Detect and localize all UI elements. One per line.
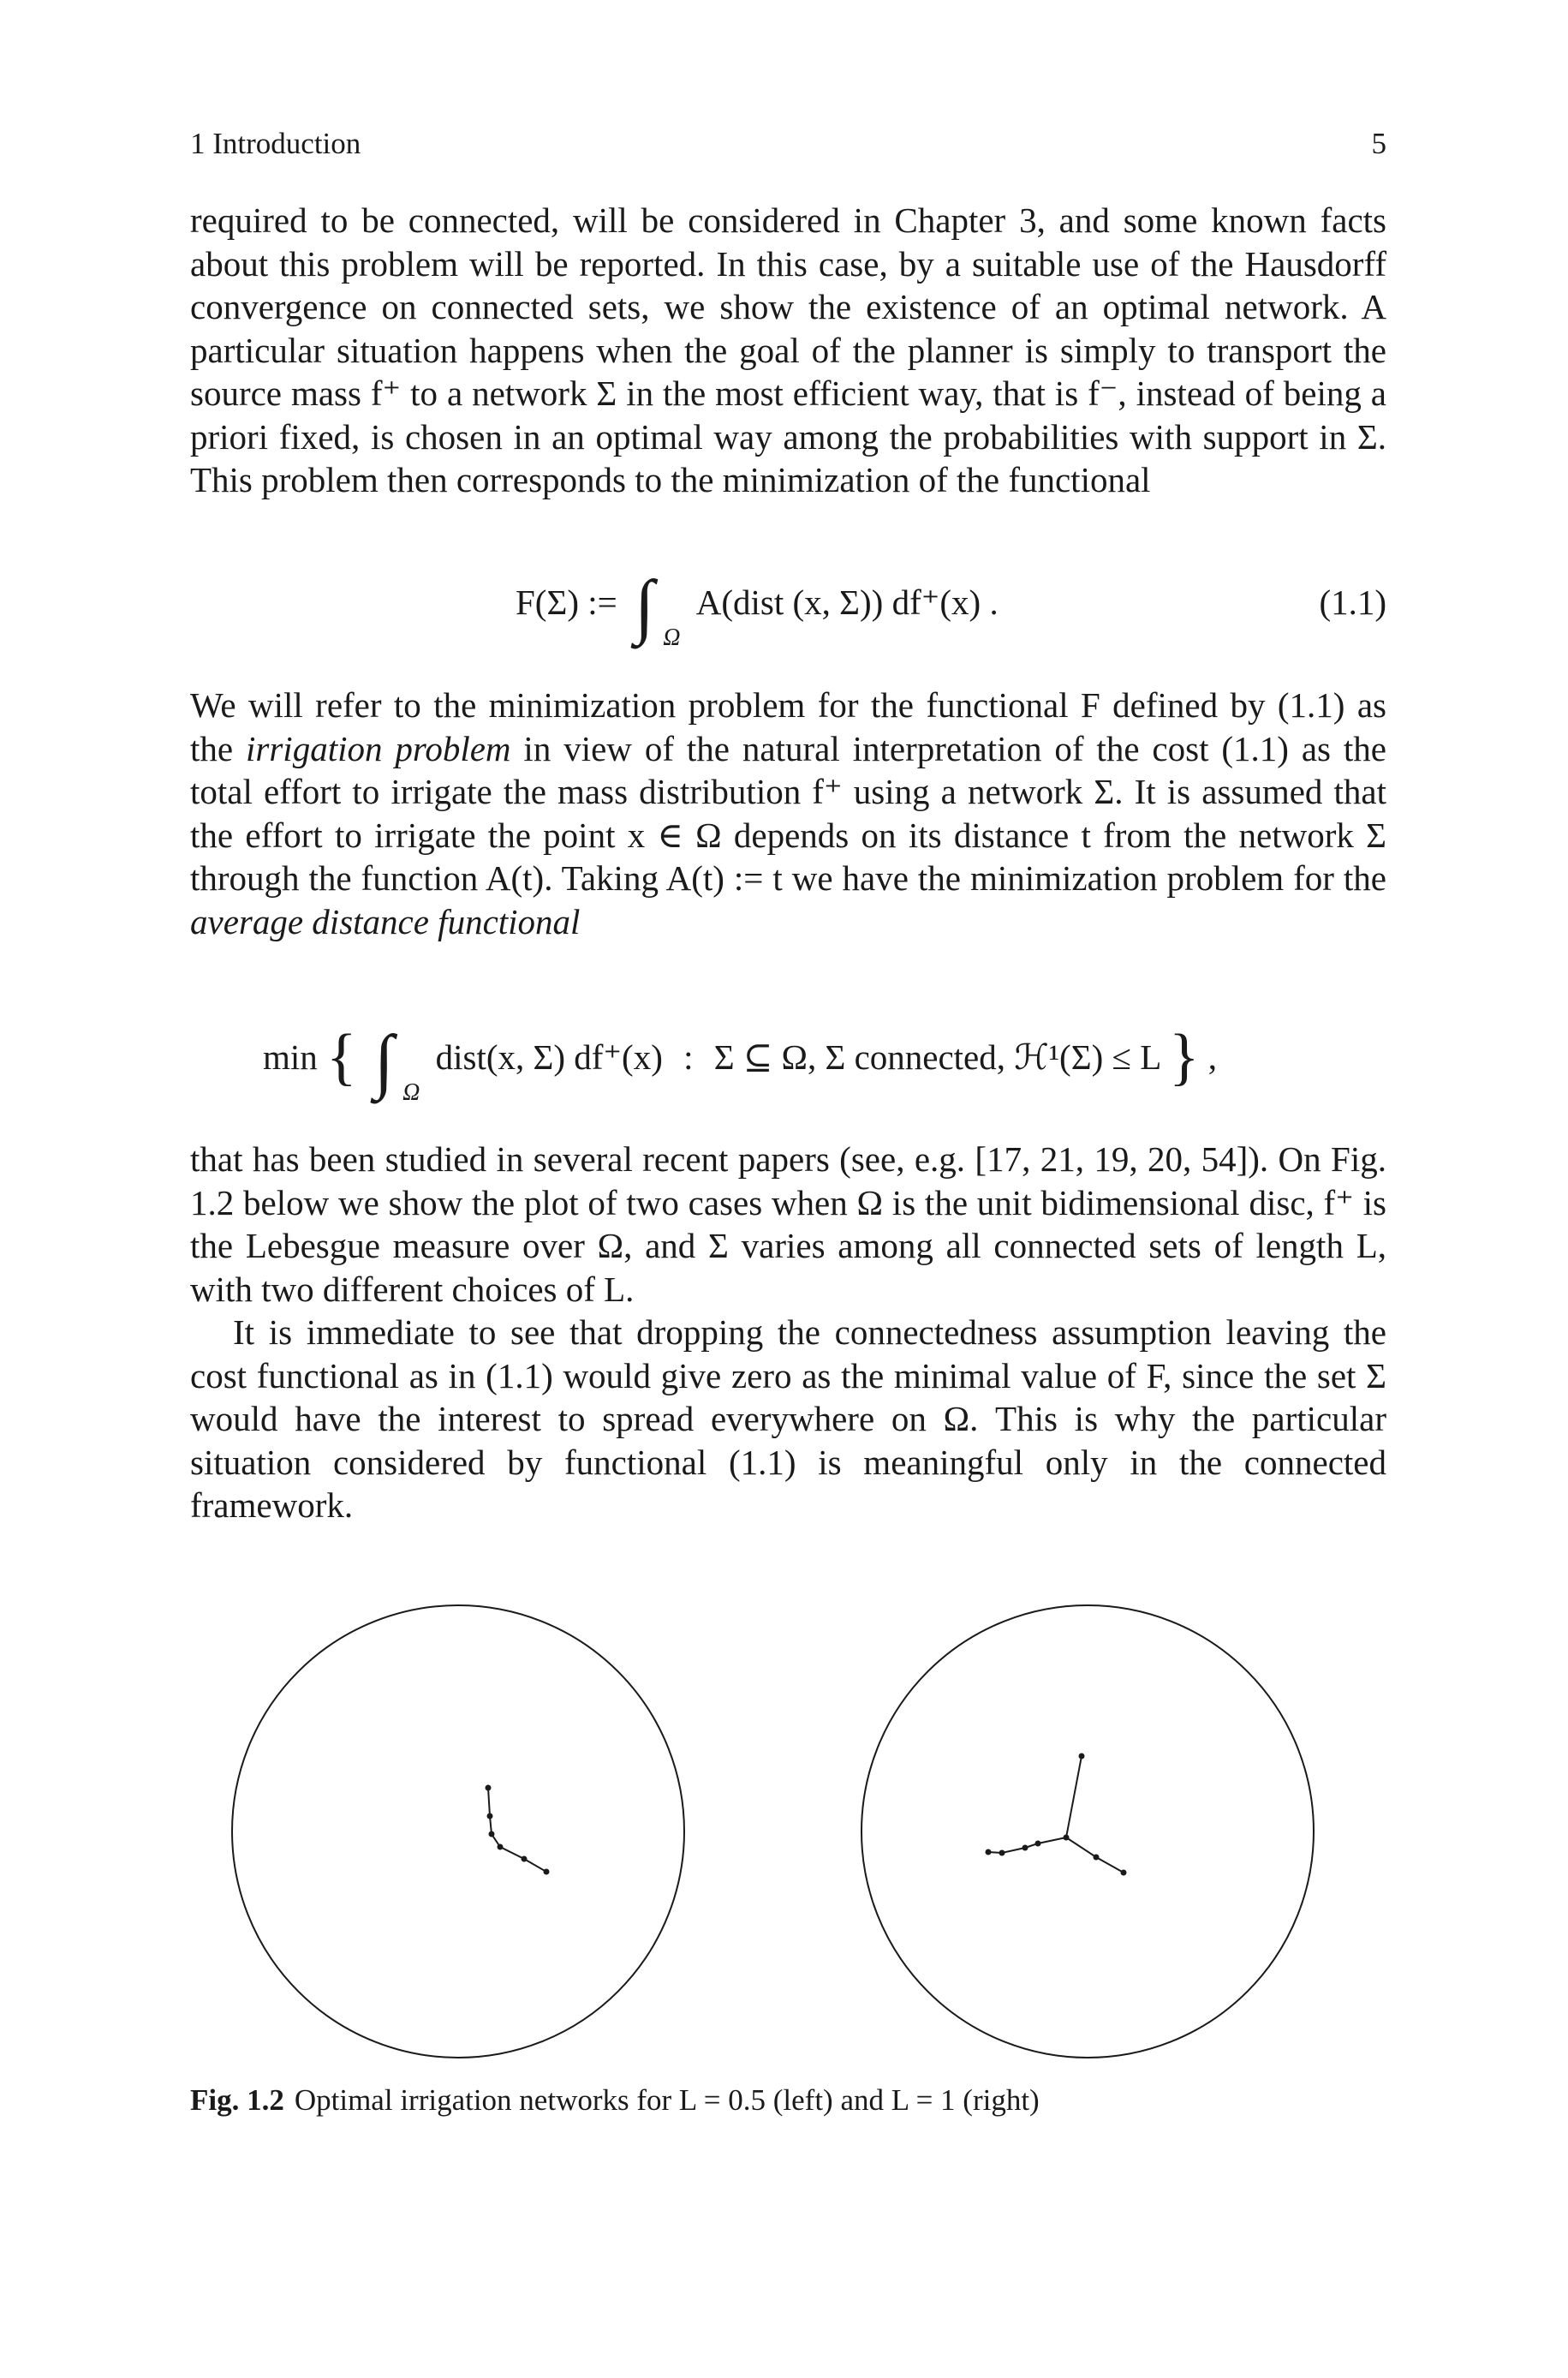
equation-separator: :	[683, 1037, 694, 1077]
right-network-node	[1079, 1754, 1085, 1760]
integral-sign: ∫	[373, 1021, 394, 1101]
right-network-node	[1094, 1855, 1100, 1861]
right-network-node	[986, 1849, 992, 1855]
figure-caption-text: Optimal irrigation networks for L = 0.5 (left) and L = 1 (right)	[294, 2083, 1040, 2117]
paragraph-2-text-a: We will refer to the minimization problem for the functional F defined by (1.1) as the	[190, 685, 1386, 768]
right-network-branch-left	[988, 1837, 1066, 1853]
term-average-distance-functional: average distance functional	[190, 901, 581, 941]
integral-sign: ∫	[635, 566, 655, 646]
right-network-node	[1121, 1870, 1127, 1876]
left-network-node	[489, 1831, 495, 1837]
close-brace: }	[1169, 1022, 1200, 1092]
figure-label: Fig. 1.2	[190, 2083, 284, 2117]
left-network	[488, 1788, 546, 1872]
figure-1-2-plot	[190, 1585, 1386, 2064]
right-network-node	[1035, 1841, 1041, 1847]
right-network-node	[1064, 1835, 1070, 1841]
right-unit-disc	[862, 1605, 1314, 2058]
left-panel	[232, 1605, 684, 2058]
right-panel	[862, 1605, 1314, 2058]
equation-integrand: A(dist (x, Σ)) df⁺(x) .	[695, 583, 999, 622]
paragraph-4: It is immediate to see that dropping the connectedness assumption leaving the cost functional as in (1.1) would give zero as the minimal value of F, since the set Σ would have the interest to spread everywhere on Ω. This is why the particular situation considered by functional (1.1) is meaningful only in the connected framework.	[190, 1312, 1386, 1525]
equation-1-1	[190, 561, 1386, 655]
equation-average-distance-body	[263, 1021, 1218, 1106]
equation-constraints: Σ ⊆ Ω, Σ connected, ℋ¹(Σ) ≤ L	[713, 1037, 1160, 1077]
equation-average-distance	[190, 1009, 1386, 1120]
equation-integrand: dist(x, Σ) df⁺(x)	[435, 1037, 663, 1077]
equation-1-1-body	[516, 566, 999, 651]
paragraph-2-text-b: in view of the natural interpretation of the cost (1.1) as the total effort to irrigate the mass distribution f⁺ using a network Σ. It is assumed that the effort to irrigate the point x ∈ Ω depends on its distance t from the network Σ through the function A(t). Taking A(t) := t we have the minimization problem for the	[190, 728, 1386, 898]
left-network-node	[544, 1869, 550, 1875]
term-irrigation-problem: irrigation problem	[246, 728, 511, 768]
right-network-node	[999, 1850, 1005, 1856]
left-network-node	[498, 1844, 504, 1850]
right-network-node	[1022, 1845, 1028, 1851]
integral-domain: Ω	[402, 1079, 420, 1106]
page-number: 5	[1371, 127, 1386, 160]
right-network-branch-up	[1066, 1756, 1082, 1837]
paragraph-3: that has been studied in several recent papers (see, e.g. [17, 21, 19, 20, 54]). On Fig. 1.2 below we show the plot of two cases when Ω is the unit bidimensional disc, f⁺ is the Lebesgue measure over Ω, and Σ varies among all connected sets of length L, with two different choices of L.	[190, 1139, 1386, 1309]
running-head	[190, 127, 1386, 161]
figure-caption	[190, 2083, 1386, 2118]
figure-1-2	[190, 1585, 1386, 2064]
equation-trailing: ,	[1207, 1037, 1218, 1077]
integral-domain: Ω	[663, 624, 681, 651]
running-head-title: 1 Introduction	[190, 127, 361, 160]
equation-number: (1.1)	[1319, 583, 1386, 622]
left-network-node	[487, 1813, 493, 1819]
paragraph-1: required to be connected, will be considered in Chapter 3, and some known facts about this problem will be reported. In this case, by a suitable use of the Hausdorff convergence on connected sets, we show the existence of an optimal network. A particular situation happens when the goal of the planner is simply to transport the source mass f⁺ to a network Σ in the most efficient way, that is f⁻, instead of being a priori fixed, is chosen in an optimal way among the probabilities with support in Σ. This problem then corresponds to the minimization of the functional	[190, 200, 1386, 499]
open-brace: {	[326, 1022, 357, 1092]
left-unit-disc	[232, 1605, 684, 2058]
left-network-node	[486, 1785, 492, 1791]
paragraph-2	[190, 684, 1386, 943]
equation-min: min	[263, 1037, 318, 1077]
equation-lhs: F(Σ) :=	[516, 583, 617, 622]
left-network-node	[522, 1856, 528, 1862]
